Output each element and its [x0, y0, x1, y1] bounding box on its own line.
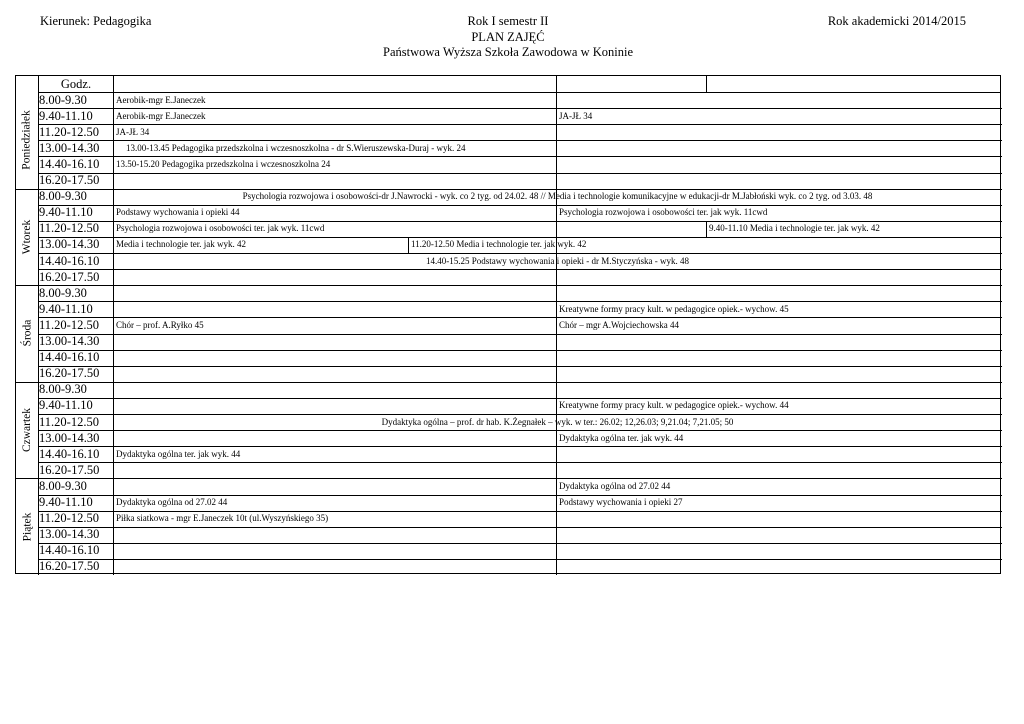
column-divider [113, 76, 114, 575]
row-divider [38, 559, 1002, 560]
rok-semestr-label: Rok I semestr II [467, 14, 549, 28]
class-entry: Podstawy wychowania i opieki 44 [116, 207, 240, 218]
time-slot: 8.00-9.30 [39, 285, 87, 300]
time-slot: 14.40-16.10 [39, 156, 100, 171]
time-slot: 11.20-12.50 [39, 317, 99, 332]
row-divider [38, 301, 1002, 302]
time-slot: 8.00-9.30 [39, 189, 87, 204]
day-label [16, 189, 38, 286]
row-divider [38, 237, 1002, 238]
class-entry: Dydaktyka ogólna od 27.02 44 [116, 497, 228, 507]
time-slot: 16.20-17.50 [39, 366, 100, 381]
class-entry: Chór – mgr A.Wojciechowska 44 [559, 319, 680, 330]
time-slot: 9.40-11.10 [39, 495, 93, 509]
class-entry: 9.40-11.10 Media i technologie ter. jak wyk. 42 [709, 223, 880, 234]
class-entry: Aerobik-mgr E.Janeczek [116, 94, 206, 105]
time-slot: 16.20-17.50 [39, 269, 100, 284]
time-slot: 13.00-14.30 [39, 140, 100, 155]
row-divider [38, 366, 1002, 367]
time-slot: 11.20-12.50 [39, 124, 99, 139]
time-slot: 14.40-16.10 [39, 350, 100, 365]
day-divider [16, 189, 1002, 190]
plan-title: PLAN ZAJĘĆ [471, 30, 545, 44]
time-slot: 16.20-17.50 [39, 173, 100, 187]
row-divider [38, 124, 1002, 125]
class-entry: Piłka siatkowa - mgr E.Janeczek 10t (ul.Wyszyńskiego 35) [116, 513, 329, 524]
column-divider [113, 76, 114, 92]
day-label [16, 92, 38, 189]
row-divider [38, 414, 1002, 415]
row-divider [38, 156, 1002, 157]
row-divider [38, 511, 1002, 512]
row-divider [38, 398, 1002, 399]
time-slot: 11.20-12.50 [39, 414, 99, 429]
time-slot: 9.40-11.10 [39, 205, 93, 220]
class-entry: 13.50-15.20 Pedagogika przedszkolna i wczesnoszkolna 24 [116, 158, 331, 169]
time-slot: 11.20-12.50 [39, 511, 99, 526]
class-entry: Podstawy wychowania i opieki 27 [559, 497, 683, 507]
row-divider [38, 269, 1002, 270]
row-divider [38, 140, 1002, 141]
day-divider [16, 285, 1002, 286]
class-entry: Dydaktyka ogólna ter. jak wyk. 44 [559, 432, 684, 443]
row-divider [38, 205, 1002, 206]
godz-header: Godz. [60, 77, 92, 91]
class-entry: Kreatywne formy pracy kult. w pedagogice opiek.- wychow. 44 [559, 400, 789, 411]
day-label [16, 285, 38, 382]
day-divider [16, 478, 1002, 479]
time-slot: 16.20-17.50 [39, 462, 100, 477]
time-slot: 14.40-16.10 [39, 446, 100, 461]
time-slot: 9.40-11.10 [39, 108, 93, 123]
row-divider [38, 495, 1002, 496]
time-slot: 13.00-14.30 [39, 527, 100, 542]
column-divider [408, 237, 409, 253]
time-slot: 16.20-17.50 [39, 559, 100, 574]
row-divider [38, 334, 1002, 335]
class-entry: Dydaktyka ogólna ter. jak wyk. 44 [116, 448, 241, 459]
row-divider [38, 173, 1002, 174]
column-divider [556, 76, 557, 92]
school-name: Państwowa Wyższa Szkoła Zawodowa w Koninie [383, 45, 633, 59]
time-slot: 8.00-9.30 [39, 92, 87, 107]
row-divider [38, 543, 1002, 544]
class-entry: Dydaktyka ogólna od 27.02 44 [559, 480, 671, 491]
class-entry: 13.00-13.45 Pedagogika przedszkolna i wczesnoszkolna - dr S.Wieruszewska-Duraj - wyk. 24 [126, 142, 466, 153]
class-entry: Kreatywne formy pracy kult. w pedagogice opiek.- wychow. 45 [559, 303, 789, 314]
class-entry: Media i technologie ter. jak wyk. 42 [116, 239, 246, 250]
row-divider [38, 317, 1002, 318]
time-slot: 9.40-11.10 [39, 398, 93, 413]
time-slot: 13.00-14.30 [39, 334, 100, 348]
class-entry: JA-JŁ 34 [116, 126, 150, 137]
academic-year-label: Rok akademicki 2014/2015 [827, 14, 966, 28]
column-divider [706, 76, 707, 92]
class-entry: Psychologia rozwojowa i osobowości ter. jak wyk. 11cwd [116, 223, 325, 234]
day-label-text: Poniedziałek [21, 110, 33, 170]
row-divider [38, 92, 1000, 93]
class-entry: 14.40-15.25 Podstawy wychowania i opieki - dr M.Styczyńska - wyk. 48 [426, 255, 689, 266]
class-entry: Psychologia rozwojowa i osobowości-dr J.Nawrocki - wyk. co 2 tyg. od 24.02. 48 // Media i technologie komunikacyjne w edukacji-dr M.Jabłoński wyk. co 2 tyg. od 3.03. 48 [242, 191, 873, 202]
class-entry: JA-JŁ 34 [559, 110, 593, 121]
timetable-grid [15, 75, 1001, 574]
day-label [16, 478, 38, 575]
day-label-text: Środa [21, 320, 33, 347]
class-entry: 11.20-12.50 Media i technologie ter. jak wyk. 42 [411, 239, 587, 250]
row-divider [38, 462, 1002, 463]
day-divider [16, 382, 1002, 383]
time-slot: 13.00-14.30 [39, 430, 100, 445]
row-divider [38, 253, 1002, 254]
day-label-text: Czwartek [21, 408, 34, 453]
row-divider [38, 446, 1002, 447]
row-divider [38, 527, 1002, 528]
day-label [16, 382, 38, 479]
time-slot: 8.00-9.30 [39, 382, 87, 397]
time-slot: 14.40-16.10 [39, 543, 100, 558]
class-entry: Dydaktyka ogólna – prof. dr hab. K.Żegnałek – wyk. w ter.: 26.02; 12,26.03; 9,21.04; 7,21.05; 50 [381, 416, 734, 427]
time-slot: 9.40-11.10 [39, 301, 93, 316]
day-label-text: Wtorek [21, 219, 34, 255]
time-slot: 11.20-12.50 [39, 221, 99, 236]
row-divider [38, 350, 1002, 351]
day-label-text: Piątek [21, 512, 33, 542]
class-entry: Chór – prof. A.Ryłko 45 [116, 319, 204, 330]
class-entry: Aerobik-mgr E.Janeczek [116, 110, 206, 121]
column-divider [706, 221, 707, 237]
time-slot: 13.00-14.30 [39, 237, 100, 252]
class-entry: Psychologia rozwojowa i osobowości ter. jak wyk. 11cwd [559, 207, 768, 218]
time-slot: 14.40-16.10 [39, 253, 100, 268]
row-divider [38, 221, 1002, 222]
time-slot: 8.00-9.30 [39, 478, 87, 493]
row-divider [38, 108, 1002, 109]
kierunek-label: Kierunek: Pedagogika [40, 14, 152, 28]
row-divider [38, 430, 1002, 431]
